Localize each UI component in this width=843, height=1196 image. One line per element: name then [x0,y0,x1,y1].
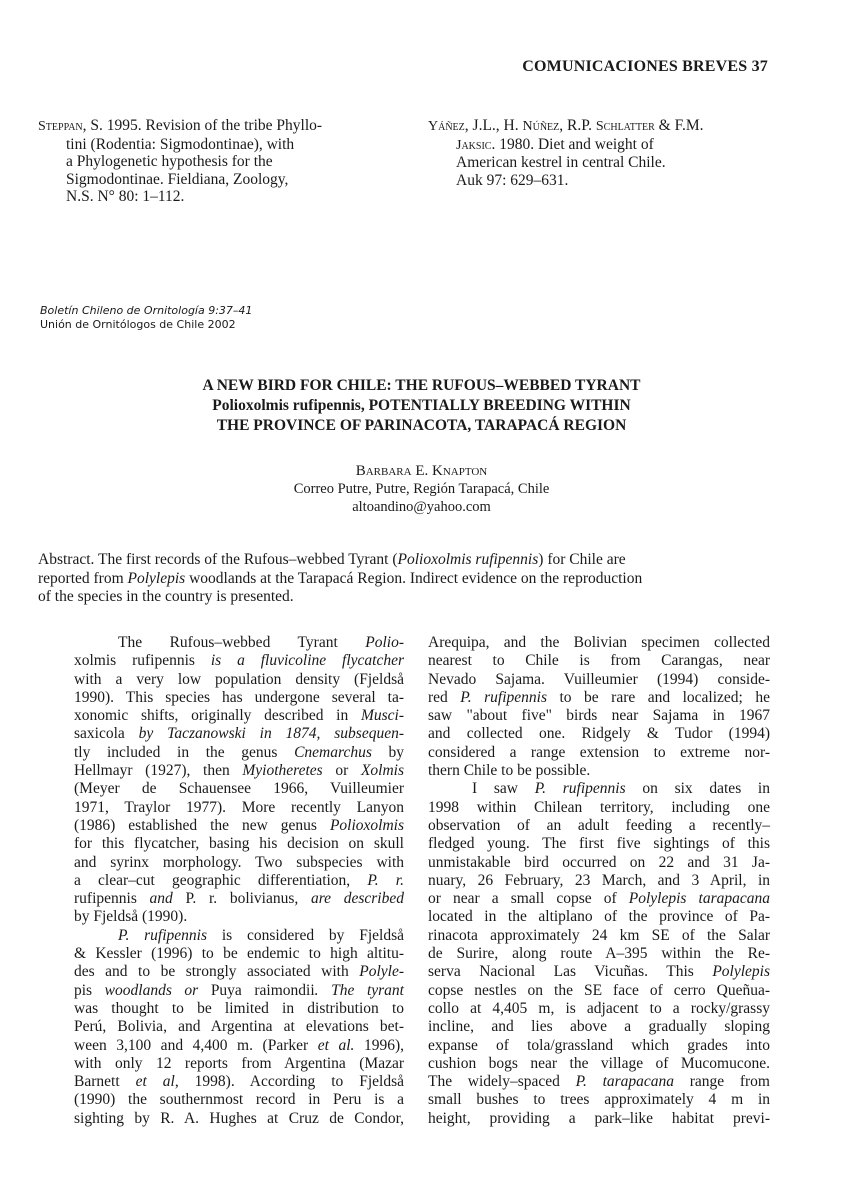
abstract-text: woodlands at the Tarapacá Region. Indirect evidence on the reproduction [185,569,643,587]
italic-term: Musci- [360,707,404,725]
ref-author: Yáñez [428,119,465,134]
body-text: small bushes to trees approximately 4 m in [428,1091,770,1109]
body-line [428,817,770,835]
body-text: (1986) established the new genus [74,816,330,834]
italic-term: Polyle- [359,963,404,981]
body-text: 1998 within Chilean territory, including one [428,798,770,816]
ref-text: N.S. N° 80: 1–112. [66,188,185,205]
body-text: and syrinx morphology. Two subspecies with [74,853,404,871]
ref-text: Auk 97: 629–631. [456,171,569,189]
body-column-right [428,634,770,1128]
body-line [74,671,404,689]
body-line [74,854,404,872]
body-line [428,744,770,762]
body-line [74,982,404,1000]
ref-text: a Phylogenetic hypothesis for the [66,153,273,170]
body-text: des and to be strongly associated with [74,963,360,981]
italic-term: woodlands or [92,981,211,999]
author-address: Correo Putre, Putre, Región Tarapacá, Chile [293,481,550,497]
body-line [428,854,770,872]
body-line [74,963,404,981]
ref-author: Núñez [522,119,560,134]
body-text: observation of an adult feeding a recently– [428,816,770,834]
body-line [74,634,404,652]
abstract [38,551,768,607]
italic-term: is a fluvicoline flycatcher [194,652,404,670]
body-text: & Kessler (1996) to be endemic to high altitu- [74,945,404,963]
author-block [0,462,843,516]
abstract-text: reported from [38,569,128,587]
abstract-text: Abstract. The first records of the Rufous–webbed Tyrant ( [38,551,398,568]
body-line [74,927,404,945]
body-text: is considered by Fjeldså [207,926,404,944]
body-text: I saw [472,780,535,798]
body-line [74,835,404,853]
ref-text: , S. 1995. Revision of the tribe Phyllo- [82,117,323,134]
body-line [428,652,770,670]
body-text: Hellmayr (1927), then [74,762,243,780]
body-text: nearest to Chile is from Carangas, near [428,652,770,670]
body-line [428,725,770,743]
body-text: fledged young. The first five sightings of this [428,835,770,853]
journal-publisher: Unión de Ornitólogos de Chile 2002 [40,318,236,331]
abstract-text: of the species in the country is presented. [38,588,294,605]
article-title [0,376,843,436]
body-line [74,908,404,926]
reference-steppan [38,117,393,206]
body-text: range from [674,1073,770,1091]
abstract-species: Polioxolmis rufipennis [397,551,539,568]
body-line [74,780,404,798]
abstract-text: ) for Chile are [538,551,626,568]
body-line [428,1073,770,1091]
body-text: collo at 4,405 m, is adjacent to a rocky/grassy [428,999,770,1017]
italic-term: et al [135,1073,175,1091]
body-text: with only 12 reports from Argentina (Mazar [74,1054,404,1072]
journal-info [40,304,252,332]
body-text: a clear–cut geographic differentiation, [74,871,368,889]
italic-term: Polio- [365,634,404,651]
body-text: P. r. bolivianus [185,890,295,908]
body-column-left [74,634,404,1128]
body-text: saxicola [74,725,125,743]
body-line [74,945,404,963]
body-text: Barnett [74,1073,136,1091]
body-line [428,835,770,853]
body-text: Arequipa, and the Bolivian specimen collected [428,634,770,651]
body-text: , 1998). According to Fjeldså [174,1073,404,1091]
body-line [74,799,404,817]
title-line: A NEW BIRD FOR CHILE: THE RUFOUS–WEBBED TYRANT [202,377,641,394]
body-line [428,927,770,945]
italic-term: , are described [294,890,404,908]
body-text: xolmis rufipennis [74,652,195,670]
body-text: 1971, Traylor 1977). More recently Lanyon [74,798,404,816]
body-text: copse nestles on the SE face of cerro Queñua- [428,981,770,999]
abstract-genus: Polylepis [127,569,186,587]
italic-term: P. tarapacana [575,1073,675,1091]
ref-text: Sigmodontinae. Fieldiana, Zoology, [66,170,289,188]
body-text: located in the altiplano of the province of Pa- [428,908,770,926]
body-text: Nevado Sajama. Vuilleumier (1994) conside- [428,670,770,688]
reference-yanez [428,117,773,189]
body-text: Puya raimondii [210,981,315,999]
body-line [74,817,404,835]
body-text: rinacota approximately 24 km SE of the Salar [428,926,770,944]
title-species: Polioxolmis rufipennis [212,397,361,414]
body-line [428,982,770,1000]
body-text: for this flycatcher, basing his decision on skull [74,835,404,853]
italic-term: et al. [317,1036,355,1054]
body-line [74,1110,404,1128]
italic-term: . The tyrant [314,981,404,999]
body-line [74,707,404,725]
body-text: on six dates in [625,780,770,798]
italic-term: Myiotheretes [242,762,323,780]
italic-term: P. rufipennis [460,688,547,706]
ref-author: Schlatter [595,119,655,134]
body-text: or near a small copse of [428,890,629,908]
italic-term: Polioxolmis [329,816,404,834]
body-text: ween 3,100 and 4,400 m. (Parker [74,1036,318,1054]
body-line [74,872,404,890]
body-line [428,908,770,926]
body-text: with a very low population density (Fjeldså [74,670,404,688]
body-line [428,671,770,689]
italic-term: P. r. [367,871,404,889]
body-line [428,963,770,981]
body-text: red [428,688,461,706]
author-name: Barbara E. Knapton [355,463,488,479]
title-text: , POTENTIALLY BREEDING WITHIN [360,397,631,414]
body-line [74,1000,404,1018]
body-text: xonomic shifts, originally described in [74,707,361,725]
body-text: rufipennis [74,890,137,908]
body-text: considered a range extension to extreme nor- [428,743,770,761]
author-email: altoandino@yahoo.com [352,499,491,515]
body-line [428,1055,770,1073]
body-text: 1996), [354,1036,404,1054]
body-line [74,1055,404,1073]
body-text: unmistakable bird occurred on 22 and 31 Ja- [428,853,770,871]
body-text: nuary, 26 February, 23 March, and 3 April, in [428,871,770,889]
body-line [428,707,770,725]
body-line [74,1091,404,1109]
ref-text: American kestrel in central Chile. [456,154,666,171]
body-text: (Meyer de Schauensee 1966, Vuilleumier [74,780,404,798]
title-line: THE PROVINCE OF PARINACOTA, TARAPACÁ REGION [216,417,627,434]
body-line [74,890,404,908]
body-line [74,1073,404,1091]
italic-term: P. rufipennis [118,926,208,944]
body-text: Perú, Bolivia, and Argentina at elevations bet- [74,1018,404,1036]
italic-term: Polylepis [712,963,770,981]
title-line [0,396,843,416]
ref-text: , R.P. [559,117,596,134]
body-line [74,744,404,762]
body-text: sighting by R. A. Hughes at Cruz de Condor, [74,1109,404,1127]
body-text: or [322,762,361,780]
body-line [428,689,770,707]
body-line [74,689,404,707]
body-text: saw "about five" birds near Sajama in 1967 [428,707,770,725]
body-text: tly included in the genus [74,743,295,761]
body-text: incline, and lies above a gradually sloping [428,1018,770,1036]
body-line [428,762,770,780]
ref-author: Steppan [38,119,83,134]
body-text: to be rare and localized; he [547,688,770,706]
body-text: pis [74,981,93,999]
body-line [428,1037,770,1055]
ref-text: tini (Rodentia: Sigmodontinae), with [66,135,295,153]
italic-term: P. rufipennis [534,780,626,798]
body-text: and collected one. Ridgely & Tudor (1994) [428,725,770,743]
body-line [428,1091,770,1109]
running-head: COMUNICACIONES BREVES 37 [522,58,768,75]
ref-text: & F.M. [654,117,704,134]
body-text: The widely–spaced [428,1073,576,1091]
body-text: was thought to be limited in distribution to [74,999,404,1017]
body-text: 1990). This species has undergone several ta- [74,688,404,706]
body-line [428,890,770,908]
body-text: serva Nacional Las Vicuñas. This [428,963,713,981]
body-line [74,652,404,670]
body-text: (1990) the southernmost record in Peru is a [74,1091,404,1109]
ref-author: Jaksic [456,137,492,153]
italic-term: Cnemarchus [294,743,372,761]
journal-name: Boletín Chileno de Ornitología 9:37–41 [40,304,253,317]
italic-term: and [136,890,186,908]
body-line [74,762,404,780]
body-text: The Rufous–webbed Tyrant [118,634,366,651]
body-line [428,945,770,963]
body-line [428,634,770,652]
body-line [428,872,770,890]
body-line [74,1037,404,1055]
body-text: height, providing a park–like habitat previ- [428,1109,770,1127]
body-text: cushion bogs near the village of Mucomucone. [428,1054,770,1072]
italic-term: by Taczanowski in 1874, subsequen- [124,725,404,743]
body-text: thern Chile to be possible. [428,762,591,780]
body-line [74,1018,404,1036]
body-line [428,1018,770,1036]
italic-term: Polylepis tarapacana [628,890,770,908]
body-text: expanse of tola/grassland which grades into [428,1036,770,1054]
ref-text: . 1980. Diet and weight of [491,135,654,153]
body-line [428,1110,770,1128]
body-text: de Surire, along route A–395 within the Re- [428,945,770,963]
body-line [74,725,404,743]
italic-term: Xolmis [360,762,404,780]
body-line [428,780,770,798]
body-line [428,1000,770,1018]
ref-text: , J.L., H. [464,117,523,134]
body-text: by Fjeldså (1990). [74,908,188,926]
body-line [428,799,770,817]
body-text: by [371,743,405,761]
